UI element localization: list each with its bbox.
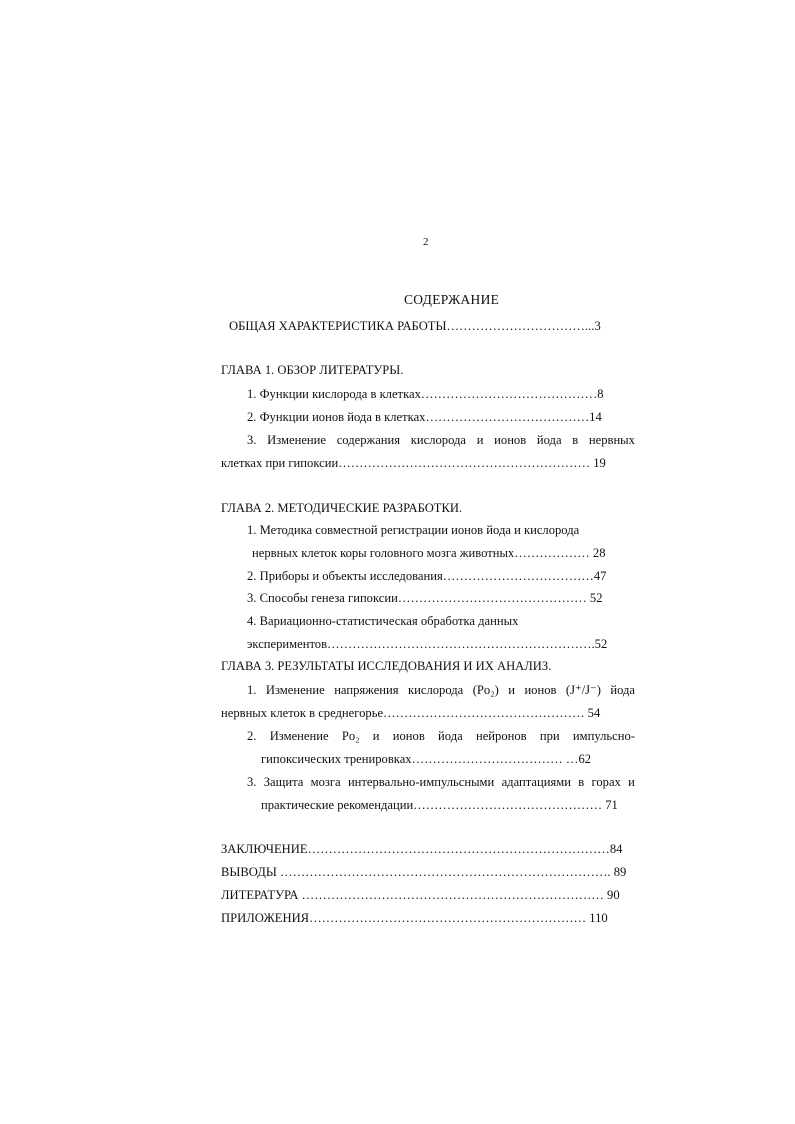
chapter3-item3-line1: [247, 774, 635, 790]
word: горах: [591, 775, 621, 789]
word: и: [508, 683, 515, 697]
chapter1-item2: 2. Функции ионов йода в клетках…………………………………14: [247, 410, 602, 424]
chapter3-item1-line1: [247, 682, 635, 698]
word: Защита: [263, 775, 304, 789]
word: кислорода: [410, 433, 467, 447]
word: йода: [438, 729, 463, 743]
toc-conclusion: ЗАКЛЮЧЕНИЕ………………………………………………………………84: [221, 842, 623, 856]
word: Изменение: [267, 433, 326, 447]
chapter1-item1: 1. Функции кислорода в клетках……………………………………8: [247, 387, 604, 401]
toc-general: ОБЩАЯ ХАРАКТЕРИСТИКА РАБОТЫ……………………………...3: [229, 319, 601, 333]
word: 3.: [247, 775, 257, 789]
word: интервально-импульсными: [347, 775, 495, 789]
word: нервных: [588, 433, 635, 447]
chapter2-item2: 2. Приборы и объекты исследования………………………………47: [247, 569, 607, 583]
word: в: [578, 775, 585, 789]
toc-appendices: ПРИЛОЖЕНИЯ………………………………………………………… 110: [221, 911, 608, 925]
chapter2-item4-line1: 4. Вариационно-статистическая обработка данных: [247, 614, 519, 628]
word: йода: [610, 683, 635, 697]
word: 2.: [247, 729, 257, 743]
toc-literature: ЛИТЕРАТУРА ……………………………………………………………… 90: [221, 888, 620, 902]
chapter1-item3-line1: [247, 432, 635, 448]
chapter2-item3: 3. Способы генеза гипоксии……………………………………… 52: [247, 591, 603, 605]
word: Po₂: [341, 729, 360, 743]
word: при: [539, 729, 560, 743]
word: нейронов: [475, 729, 527, 743]
chapter2-item1-line2: нервных клеток коры головного мозга животных……………… 28: [252, 546, 606, 560]
chapter1-heading: ГЛАВА 1. ОБЗОР ЛИТЕРАТУРЫ.: [221, 363, 404, 377]
word: кислорода: [408, 683, 464, 697]
word: и: [476, 433, 484, 447]
word: (J⁺/J⁻): [565, 683, 601, 697]
word: Изменение: [269, 729, 329, 743]
chapter3-item2-line2: гипоксических тренировках……………………………… …62: [261, 752, 592, 766]
word: ионов: [392, 729, 425, 743]
chapter1-item3-line2: клетках при гипоксии…………………………………………………… 19: [221, 456, 606, 470]
word: ионов: [494, 433, 527, 447]
word: в: [572, 433, 579, 447]
word: 3.: [247, 433, 257, 447]
chapter3-item2-line1: [247, 728, 635, 744]
word: содержания: [336, 433, 401, 447]
chapter3-item1-line2: нервных клеток в среднегорье………………………………………… 54: [221, 706, 601, 720]
word: йода: [536, 433, 562, 447]
toc-title: СОДЕРЖАНИЕ: [404, 292, 500, 307]
chapter2-item4-line2: экспериментов……………………………………………………….52: [247, 637, 608, 651]
chapter3-heading: ГЛАВА 3. РЕЗУЛЬТАТЫ ИССЛЕДОВАНИЯ И ИХ АНАЛИЗ.: [221, 659, 552, 673]
word: и: [628, 775, 635, 789]
word: и: [372, 729, 380, 743]
chapter3-item3-line2: практические рекомендации……………………………………… 71: [261, 798, 618, 812]
word: адаптациями: [501, 775, 571, 789]
word: Изменение: [265, 683, 325, 697]
toc-findings: ВЫВОДЫ ……………………………………………………………………. 89: [221, 865, 627, 879]
page-number: 2: [423, 236, 429, 248]
word: (Po₂): [472, 683, 499, 697]
word: 1.: [247, 683, 257, 697]
chapter2-item1-line1: 1. Методика совместной регистрации ионов йода и кислорода: [247, 523, 580, 537]
word: мозга: [310, 775, 341, 789]
word: напряжения: [334, 683, 399, 697]
word: импульсно-: [572, 729, 635, 743]
word: ионов: [524, 683, 557, 697]
chapter2-heading: ГЛАВА 2. МЕТОДИЧЕСКИЕ РАЗРАБОТКИ.: [221, 501, 463, 515]
